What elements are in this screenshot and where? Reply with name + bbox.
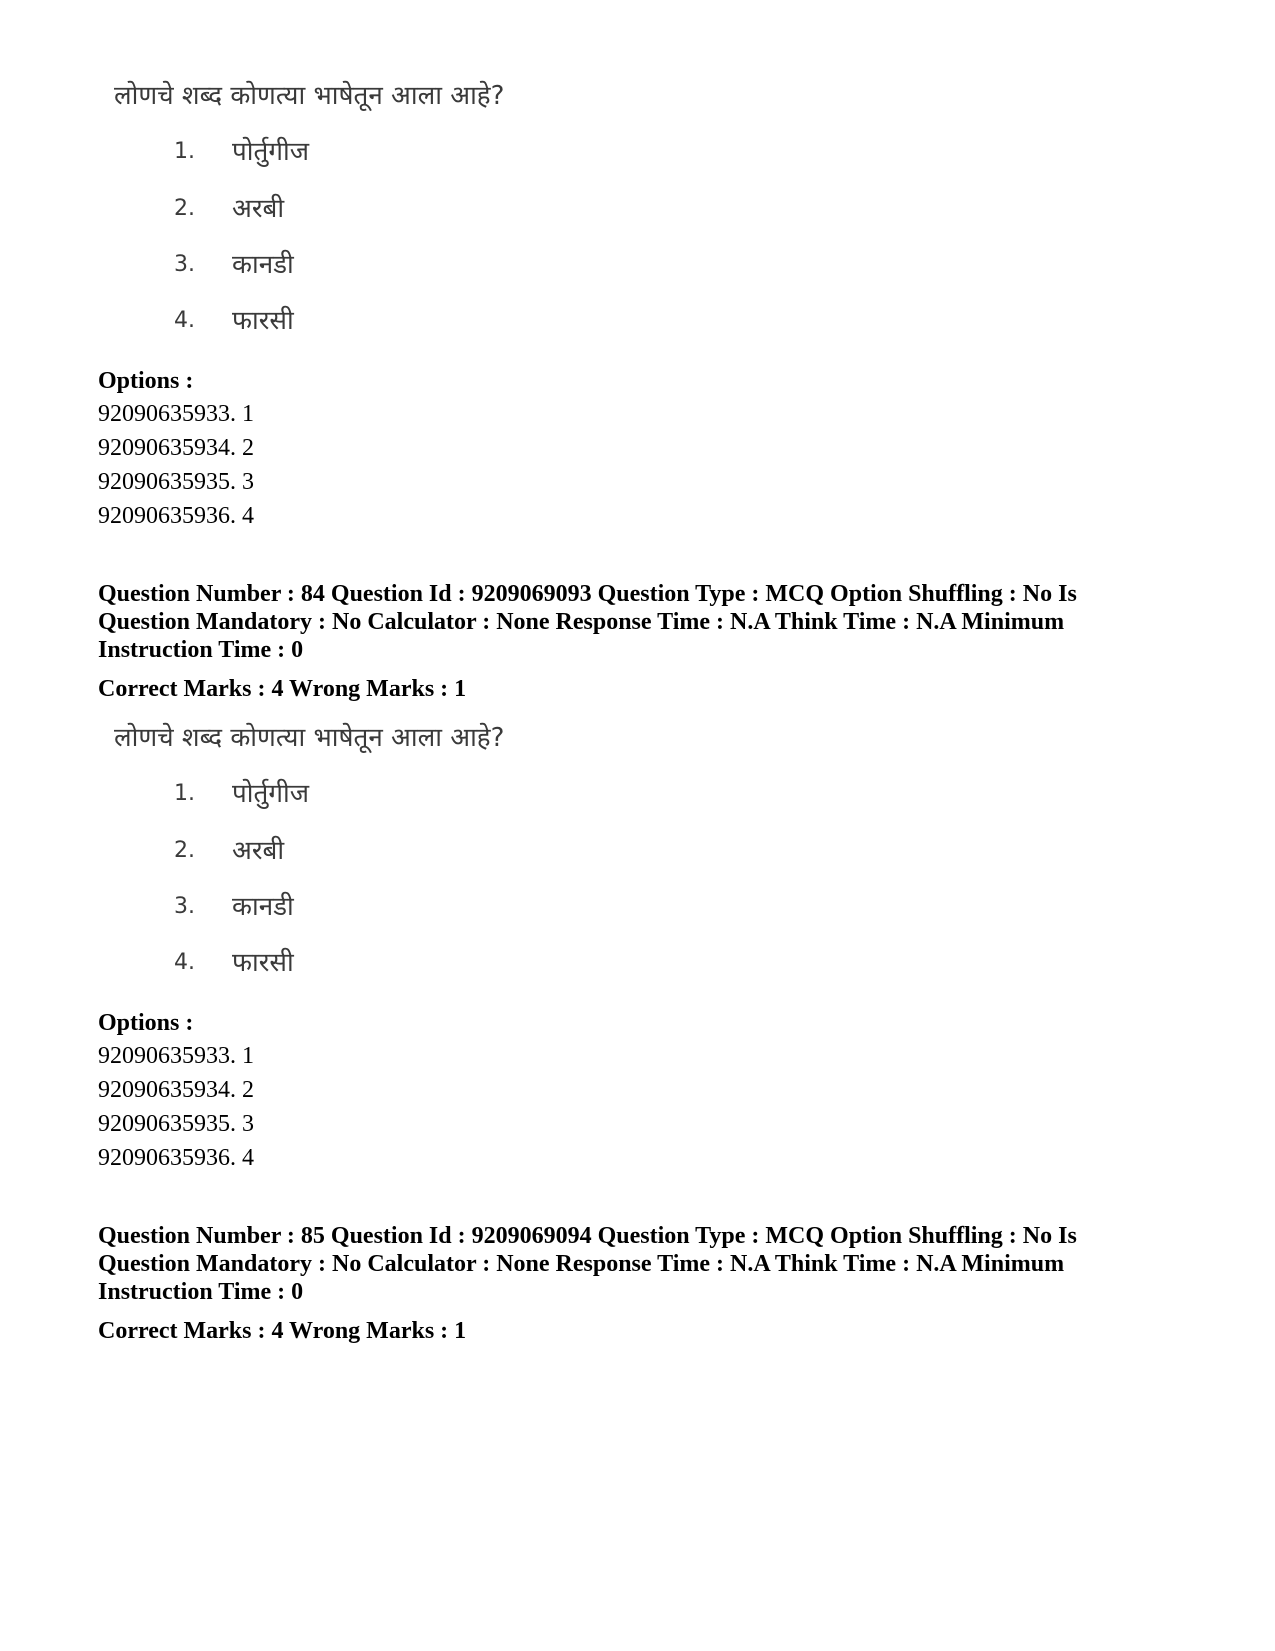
choice-number: 2. — [174, 838, 195, 863]
choice-number: 1. — [174, 139, 195, 164]
choice-item — [0, 132, 600, 172]
choice-item — [0, 245, 600, 285]
choice-item — [0, 189, 600, 229]
question-meta-line: Instruction Time : 0 — [98, 1279, 304, 1305]
choice-number: 1. — [174, 781, 195, 806]
question-image-block-1 — [0, 76, 1275, 346]
choice-number: 4. — [174, 950, 195, 975]
choice-text: अरबी — [232, 194, 285, 224]
choice-number: 4. — [174, 308, 195, 333]
choice-text: कानडी — [232, 250, 294, 280]
choice-number: 3. — [174, 252, 195, 277]
question-marks: Correct Marks : 4 Wrong Marks : 1 — [98, 1318, 467, 1344]
question-meta-line: Question Mandatory : No Calculator : None Response Time : N.A Think Time : N.A Minimum — [98, 609, 1065, 635]
choice-text: फारसी — [232, 306, 294, 336]
question-marks: Correct Marks : 4 Wrong Marks : 1 — [98, 676, 467, 702]
choice-text: अरबी — [232, 836, 285, 866]
question-text: लोणचे शब्द कोणत्या भाषेतून आला आहे? — [114, 723, 505, 753]
option-code: 92090635935. 3 — [98, 1111, 254, 1137]
choice-item — [0, 831, 600, 871]
choice-text: फारसी — [232, 948, 294, 978]
choice-number: 2. — [174, 196, 195, 221]
choice-item — [0, 943, 600, 983]
option-code: 92090635936. 4 — [98, 503, 254, 529]
choice-text: पोर्तुगीज — [232, 137, 309, 167]
option-code: 92090635933. 1 — [98, 1043, 254, 1069]
question-meta — [98, 580, 1178, 664]
option-code: 92090635934. 2 — [98, 1077, 254, 1103]
option-code: 92090635934. 2 — [98, 435, 254, 461]
question-meta — [98, 1222, 1178, 1306]
option-code: 92090635936. 4 — [98, 1145, 254, 1171]
choice-number: 3. — [174, 894, 195, 919]
question-text: लोणचे शब्द कोणत्या भाषेतून आला आहे? — [114, 81, 505, 111]
choice-item — [0, 887, 600, 927]
options-label: Options : — [98, 368, 194, 394]
choice-text: कानडी — [232, 892, 294, 922]
question-meta-line: Question Number : 85 Question Id : 9209069094 Question Type : MCQ Option Shuffling : No Is — [98, 1223, 1077, 1249]
question-meta-line: Question Number : 84 Question Id : 9209069093 Question Type : MCQ Option Shuffling : No Is — [98, 581, 1077, 607]
question-meta-line: Instruction Time : 0 — [98, 637, 304, 663]
option-code: 92090635933. 1 — [98, 401, 254, 427]
choice-item — [0, 774, 600, 814]
question-meta-line: Question Mandatory : No Calculator : None Response Time : N.A Think Time : N.A Minimum — [98, 1251, 1065, 1277]
choice-text: पोर्तुगीज — [232, 779, 309, 809]
choice-item — [0, 301, 600, 341]
question-image-block-2 — [0, 718, 1275, 988]
options-label: Options : — [98, 1010, 194, 1036]
option-code: 92090635935. 3 — [98, 469, 254, 495]
